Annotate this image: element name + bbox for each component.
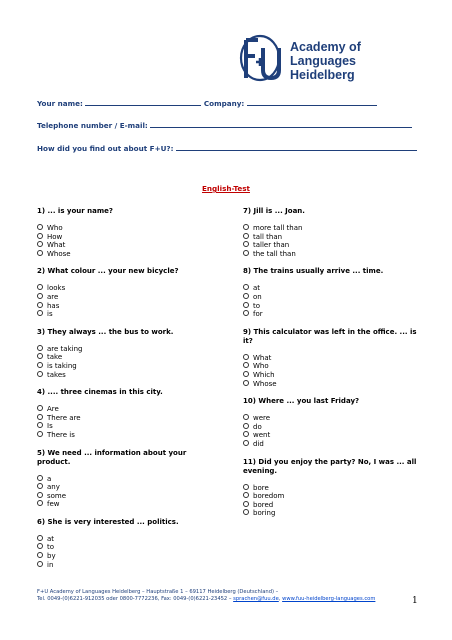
question-text: 4) .... three cinemas in this city. bbox=[37, 388, 163, 397]
radio-circle-icon[interactable] bbox=[37, 224, 43, 230]
radio-circle-icon[interactable] bbox=[243, 440, 249, 446]
radio-circle-icon[interactable] bbox=[243, 484, 249, 490]
question-text: 6) She is very interested ... politics. bbox=[37, 517, 179, 526]
question-text: 9) This calculator was left in the office. ... is it? bbox=[243, 327, 417, 345]
answer-options bbox=[37, 475, 212, 509]
radio-circle-icon[interactable] bbox=[37, 345, 43, 351]
radio-circle-icon[interactable] bbox=[37, 371, 43, 377]
radio-circle-icon[interactable] bbox=[37, 233, 43, 239]
answer-option[interactable] bbox=[37, 552, 212, 561]
email-link[interactable]: sprachen@fuu.de bbox=[233, 596, 279, 602]
option-label: by bbox=[47, 552, 56, 561]
option-label: to bbox=[253, 301, 261, 310]
option-label: takes bbox=[47, 370, 66, 379]
answer-option[interactable] bbox=[243, 362, 421, 371]
answer-option[interactable] bbox=[37, 422, 212, 431]
option-label: What bbox=[47, 241, 66, 250]
answer-option[interactable] bbox=[243, 380, 421, 389]
option-label: the tall than bbox=[253, 249, 296, 258]
website-link[interactable]: www.fuu-heidelberg-languages.com bbox=[282, 596, 376, 602]
logo-line2: Heidelberg bbox=[290, 68, 355, 82]
answer-option[interactable] bbox=[37, 302, 212, 311]
radio-circle-icon[interactable] bbox=[243, 354, 249, 360]
option-label: What bbox=[253, 353, 272, 362]
option-label: a bbox=[47, 474, 52, 483]
option-label: has bbox=[47, 301, 60, 310]
radio-circle-icon[interactable] bbox=[37, 552, 43, 558]
radio-circle-icon[interactable] bbox=[37, 561, 43, 567]
answer-option[interactable] bbox=[243, 492, 421, 501]
radio-circle-icon[interactable] bbox=[243, 250, 249, 256]
radio-circle-icon[interactable] bbox=[243, 310, 249, 316]
option-label: for bbox=[253, 310, 263, 319]
name-label: Your name: bbox=[37, 99, 83, 108]
option-label: few bbox=[47, 500, 60, 509]
option-label: to bbox=[47, 543, 55, 552]
answer-option[interactable] bbox=[243, 293, 421, 302]
form-row-name bbox=[37, 98, 377, 108]
question-text: 10) Where ... you last Friday? bbox=[243, 397, 360, 406]
option-label: at bbox=[47, 534, 55, 543]
question-text: 5) We need ... information about your product. bbox=[37, 448, 187, 466]
option-label: in bbox=[47, 560, 54, 569]
radio-circle-icon[interactable] bbox=[37, 422, 43, 428]
answer-options bbox=[37, 345, 212, 379]
answer-option[interactable] bbox=[37, 492, 212, 501]
answer-option[interactable] bbox=[37, 233, 212, 242]
radio-circle-icon[interactable] bbox=[37, 414, 43, 420]
answer-options bbox=[37, 224, 212, 258]
radio-circle-icon[interactable] bbox=[243, 224, 249, 230]
radio-circle-icon[interactable] bbox=[37, 284, 43, 290]
radio-circle-icon[interactable] bbox=[37, 483, 43, 489]
answer-option[interactable] bbox=[37, 353, 212, 362]
radio-circle-icon[interactable] bbox=[243, 501, 249, 507]
radio-circle-icon[interactable] bbox=[37, 250, 43, 256]
option-label: do bbox=[253, 422, 262, 431]
question-text: 3) They always ... the bus to work. bbox=[37, 327, 174, 336]
footer-contact: Tel. 0049-(0)6221-912035 oder 0800-7772236, Fax: 0049-(0)6221-23452 – bbox=[37, 596, 232, 602]
option-label: more tall than bbox=[253, 224, 303, 232]
answer-option[interactable] bbox=[37, 371, 212, 380]
answer-option[interactable] bbox=[243, 431, 421, 440]
answer-option[interactable] bbox=[37, 500, 212, 509]
option-label: bored bbox=[253, 500, 274, 509]
phone-email-field[interactable] bbox=[150, 120, 412, 128]
answer-options bbox=[37, 405, 212, 439]
answer-option[interactable] bbox=[37, 405, 212, 414]
answer-option[interactable] bbox=[37, 414, 212, 423]
radio-circle-icon[interactable] bbox=[243, 302, 249, 308]
answer-option[interactable] bbox=[37, 483, 212, 492]
answer-option[interactable] bbox=[37, 293, 212, 302]
answer-option[interactable] bbox=[37, 475, 212, 484]
radio-circle-icon[interactable] bbox=[243, 492, 249, 498]
option-label: boredom bbox=[253, 492, 285, 501]
question-text: 7) Jill is ... Joan. bbox=[243, 207, 305, 215]
answer-option[interactable] bbox=[243, 302, 421, 311]
answer-option[interactable] bbox=[37, 535, 212, 544]
radio-circle-icon[interactable] bbox=[37, 353, 43, 359]
option-label: any bbox=[47, 483, 60, 492]
radio-circle-icon[interactable] bbox=[243, 380, 249, 386]
option-label: at bbox=[253, 284, 261, 293]
answer-option[interactable] bbox=[243, 241, 421, 250]
answer-option[interactable] bbox=[37, 345, 212, 354]
answer-option[interactable] bbox=[243, 414, 421, 423]
question-text: 2) What colour ... your new bicycle? bbox=[37, 267, 179, 276]
radio-circle-icon[interactable] bbox=[37, 500, 43, 506]
answer-option[interactable] bbox=[243, 484, 421, 493]
footer-separator: , bbox=[278, 596, 281, 602]
radio-circle-icon[interactable] bbox=[243, 362, 249, 368]
answer-option[interactable] bbox=[243, 354, 421, 363]
option-label: are taking bbox=[47, 344, 83, 353]
radio-circle-icon[interactable] bbox=[37, 310, 43, 316]
option-label: There are bbox=[47, 413, 81, 422]
option-label: are bbox=[47, 292, 59, 301]
answer-options bbox=[243, 224, 421, 258]
answer-option[interactable] bbox=[243, 501, 421, 510]
answer-option[interactable] bbox=[243, 310, 421, 319]
question-text: 8) The trains usually arrive ... time. bbox=[243, 267, 384, 276]
answer-option[interactable] bbox=[37, 362, 212, 371]
page-number: 1 bbox=[412, 596, 418, 606]
radio-circle-icon[interactable] bbox=[243, 414, 249, 420]
answer-options bbox=[243, 414, 421, 448]
source-field[interactable] bbox=[176, 143, 417, 151]
answer-option[interactable] bbox=[243, 423, 421, 432]
option-label: did bbox=[253, 439, 264, 448]
option-label: Are bbox=[47, 405, 59, 414]
option-label: were bbox=[253, 414, 271, 423]
radio-circle-icon[interactable] bbox=[37, 431, 43, 437]
answer-option[interactable] bbox=[37, 310, 212, 319]
footer-line1: F+U Academy of Languages Heidelberg – Hauptstraße 1 – 69117 Heidelberg (Deutschland) – bbox=[37, 589, 279, 595]
radio-circle-icon[interactable] bbox=[243, 284, 249, 290]
source-label: How did you find out about F+U?: bbox=[37, 144, 174, 153]
radio-circle-icon[interactable] bbox=[37, 241, 43, 247]
answer-options bbox=[37, 284, 212, 318]
option-label: There is bbox=[47, 430, 75, 439]
answer-option[interactable] bbox=[243, 371, 421, 380]
questions-right-column bbox=[243, 207, 421, 527]
answer-option[interactable] bbox=[243, 509, 421, 518]
answer-option[interactable] bbox=[243, 250, 421, 259]
radio-circle-icon[interactable] bbox=[243, 293, 249, 299]
phone-label: Telephone number / E-mail: bbox=[37, 121, 148, 130]
company-label: Company: bbox=[203, 99, 245, 108]
fu-emblem-icon bbox=[236, 32, 288, 84]
option-label: Is bbox=[47, 422, 53, 431]
option-label: went bbox=[253, 431, 271, 440]
logo-line1: Academy of Languages bbox=[290, 40, 361, 68]
radio-circle-icon[interactable] bbox=[37, 293, 43, 299]
answer-options bbox=[243, 284, 421, 318]
answer-option[interactable] bbox=[37, 250, 212, 259]
option-label: take bbox=[47, 353, 63, 362]
option-label: Who bbox=[253, 362, 269, 371]
form-row-phone bbox=[37, 120, 412, 130]
test-title: English-Test bbox=[202, 184, 250, 193]
option-label: on bbox=[253, 292, 262, 301]
option-label: Whose bbox=[47, 249, 71, 258]
radio-circle-icon[interactable] bbox=[37, 475, 43, 481]
questions-left-column bbox=[37, 207, 212, 578]
option-label: bore bbox=[253, 483, 269, 492]
option-label: is bbox=[47, 310, 53, 319]
answer-option[interactable] bbox=[37, 241, 212, 250]
option-label: looks bbox=[47, 284, 66, 293]
company-field[interactable] bbox=[247, 98, 377, 106]
academy-logo bbox=[236, 32, 426, 84]
answer-option[interactable] bbox=[243, 284, 421, 293]
name-field[interactable] bbox=[85, 98, 201, 106]
answer-option[interactable] bbox=[37, 561, 212, 570]
radio-circle-icon[interactable] bbox=[243, 423, 249, 429]
radio-circle-icon[interactable] bbox=[243, 241, 249, 247]
answer-option[interactable] bbox=[243, 233, 421, 242]
option-label: tall than bbox=[253, 232, 283, 241]
radio-circle-icon[interactable] bbox=[37, 362, 43, 368]
option-label: some bbox=[47, 491, 67, 500]
radio-circle-icon[interactable] bbox=[243, 371, 249, 377]
option-label: How bbox=[47, 232, 63, 241]
answer-options bbox=[37, 535, 212, 569]
option-label: taller than bbox=[253, 241, 290, 250]
option-label: Who bbox=[47, 224, 63, 232]
radio-circle-icon[interactable] bbox=[37, 535, 43, 541]
option-label: boring bbox=[253, 509, 276, 518]
answer-option[interactable] bbox=[37, 543, 212, 552]
answer-options bbox=[243, 354, 421, 388]
question-text: 1) ... is your name? bbox=[37, 207, 113, 215]
option-label: Whose bbox=[253, 379, 277, 388]
radio-circle-icon[interactable] bbox=[243, 431, 249, 437]
radio-circle-icon[interactable] bbox=[37, 302, 43, 308]
footer bbox=[37, 589, 427, 603]
radio-circle-icon[interactable] bbox=[243, 233, 249, 239]
answer-options bbox=[243, 484, 421, 518]
answer-option[interactable] bbox=[37, 284, 212, 293]
answer-option[interactable] bbox=[243, 224, 421, 233]
form-row-source bbox=[37, 143, 417, 153]
radio-circle-icon[interactable] bbox=[243, 509, 249, 515]
question-text: 11) Did you enjoy the party? No, I was ... all evening. bbox=[243, 457, 417, 475]
radio-circle-icon[interactable] bbox=[37, 405, 43, 411]
answer-option[interactable] bbox=[37, 224, 212, 233]
radio-circle-icon[interactable] bbox=[37, 492, 43, 498]
option-label: Which bbox=[253, 370, 275, 379]
radio-circle-icon[interactable] bbox=[37, 543, 43, 549]
answer-option[interactable] bbox=[243, 440, 421, 449]
option-label: is taking bbox=[47, 361, 77, 370]
answer-option[interactable] bbox=[37, 431, 212, 440]
